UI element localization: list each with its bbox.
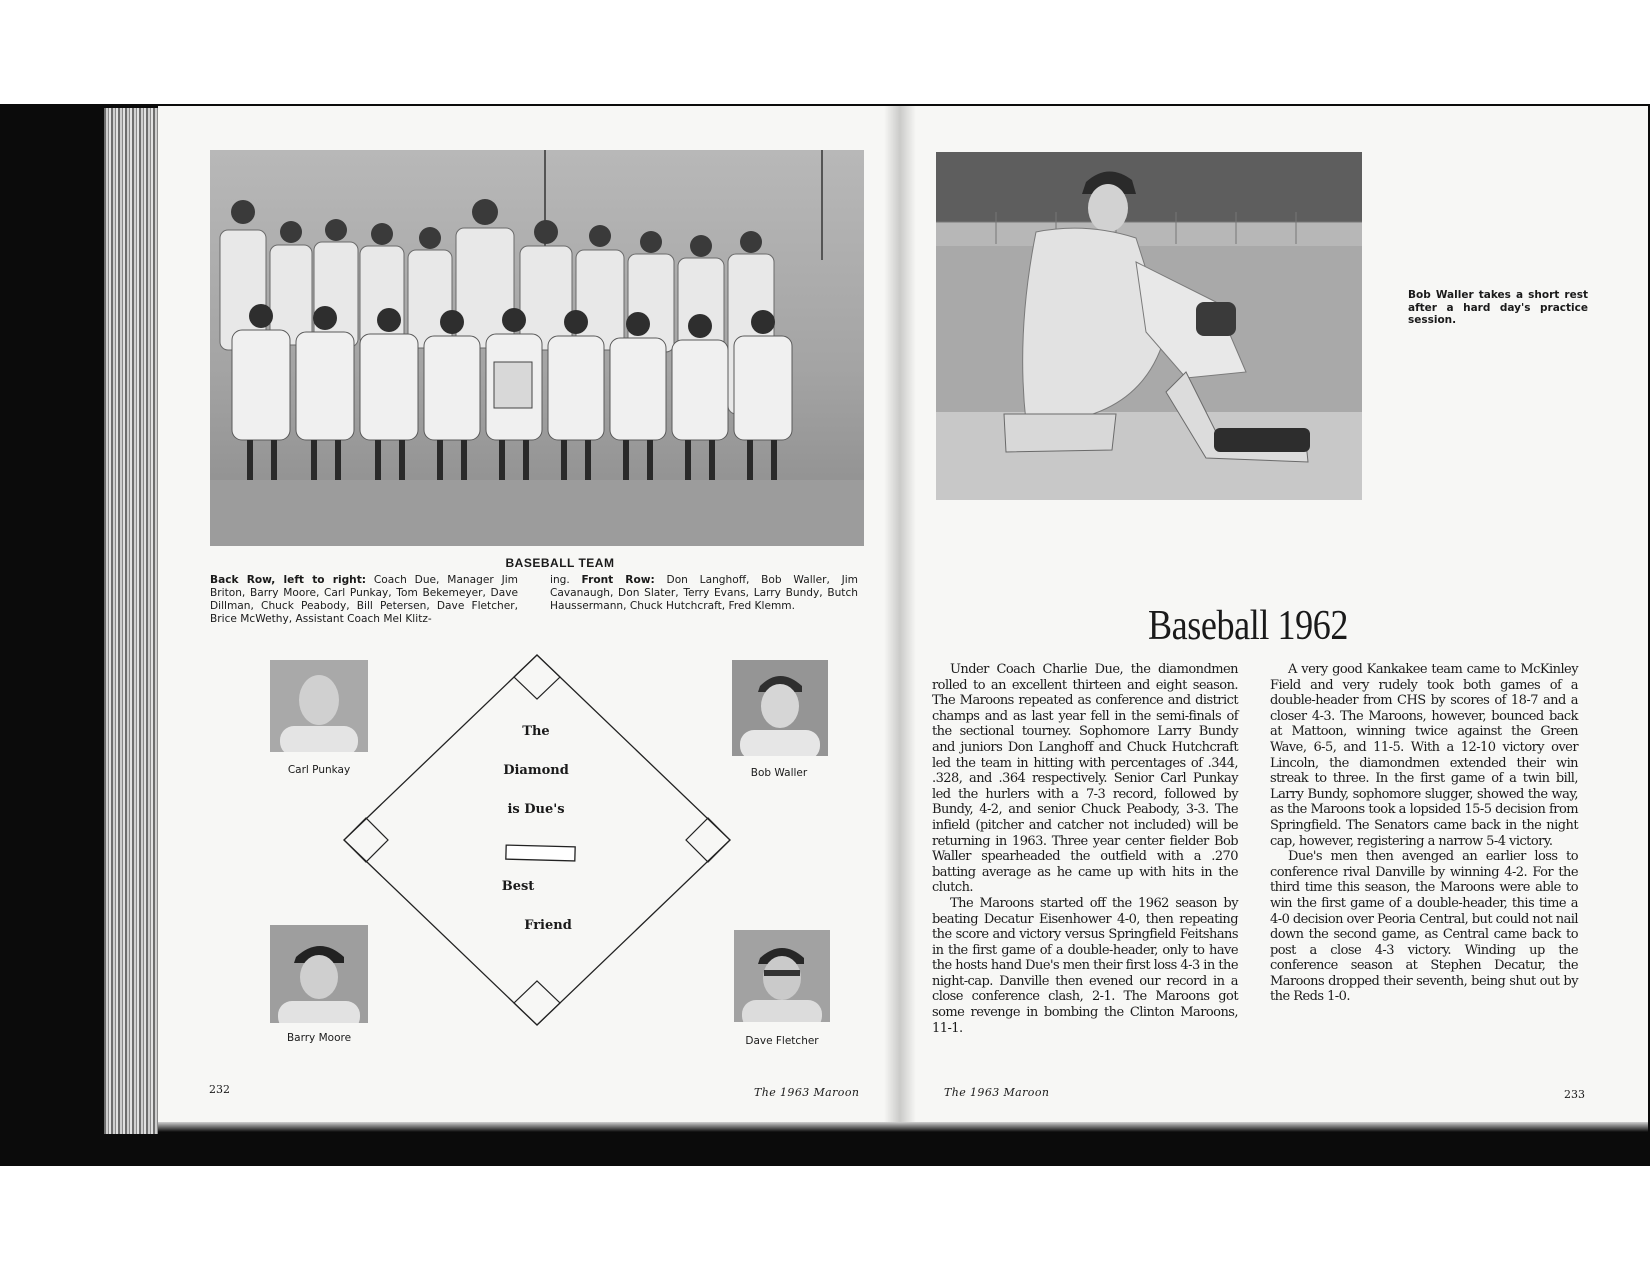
portrait-dave-fletcher-image <box>734 930 830 1022</box>
article-column-2 <box>1270 662 1578 1005</box>
pitchers-rubber <box>506 845 575 861</box>
portrait-bob-waller <box>732 660 828 756</box>
front-row-label: Front Row: <box>581 574 655 586</box>
portrait-name-barry-moore: Barry Moore <box>286 1032 352 1044</box>
right-page-number: 233 <box>1564 1088 1585 1101</box>
home-plate <box>514 981 560 1025</box>
bob-waller-photo-image <box>936 152 1362 500</box>
team-caption-title: BASEBALL TEAM <box>505 556 615 570</box>
diamond-word-the: The <box>522 724 550 739</box>
bob-waller-photo <box>936 152 1362 500</box>
team-photo-image <box>210 150 864 546</box>
back-row-names: Coach Due, Manager Jim Briton, Barry Moore, Carl Punkay, Tom Bekemeyer, Dave Dillman, Chuck Peabody, Bill Petersen, Dave Fletcher, Brice McWethy, Assistant Coach Mel Klitz- <box>210 574 518 625</box>
diamond-word-best: Best <box>501 879 535 894</box>
column-2-paragraph: A very good Kankakee team came to McKinley Field and very rudely took both games of a double-header from CHS by scores of 18-7 and a closer 4-3. The Maroons, however, bounced back at Mattoon, winning twice against the Green Wave, 6-5, and 11-5. With a 12-10 victory over Lincoln, the diamondmen extended their win streak to three. In the first game of a twin bill, Larry Bundy, sophomore slugger, showed the way, as the Maroons took a lopsided 15-5 decision from Springfield. The Senators came back in the night cap, however, registering a narrow 5-4 victory. <box>1270 662 1578 849</box>
team-caption-front-row <box>550 574 858 613</box>
column-1-paragraph: Under Coach Charlie Due, the diamondmen rolled to an excellent thirteen and eight season. The Maroons repeated as conference and district champs and as last year fell in the semi-finals of the sectional tourney. Sophomore Larry Bundy and juniors Don Langhoff and Chuck Hutchcraft led the team in hitting with percentages of .344, .328, and .364 respectively. Senior Carl Punkay led the hurlers with a 7-3 record, followed by Bundy, 4-2, and senior Chuck Peabody, 3-3. The infield (pitcher and catcher not included) will be returning in 1963. Three year center fielder Bob Waller spearheaded the outfield with a .270 batting average as he came up with hits in the clutch. <box>932 662 1238 896</box>
baseball-diamond-diagram <box>340 650 740 1030</box>
portrait-name-bob-waller: Bob Waller <box>750 767 808 779</box>
front-row-names: Don Langhoff, Bob Waller, Jim Cavanaugh, Don Slater, Terry Evans, Larry Bundy, Butch Haussermann, Chuck Hutchcraft, Fred Klemm. <box>550 574 858 612</box>
diamond-outline <box>344 655 730 1025</box>
diamond-word-is-dues: is Due's <box>507 802 565 817</box>
first-base <box>686 818 730 862</box>
article-headline: Baseball 1962 <box>1148 603 1349 649</box>
team-photo <box>210 150 864 546</box>
page-bottom-shadow <box>158 1122 1648 1132</box>
third-base <box>344 818 388 862</box>
article-column-1 <box>932 662 1238 1036</box>
book-gutter <box>884 106 916 1126</box>
left-page-footer: The 1963 Maroon <box>754 1086 860 1099</box>
page-stack-edge <box>104 108 158 1134</box>
team-caption-back-row <box>210 574 518 626</box>
portrait-name-dave-fletcher: Dave Fletcher <box>745 1035 819 1047</box>
column-1-paragraph: The Maroons started off the 1962 season by beating Decatur Eisenhower 4-0, then repeating the score and victory versus Springfield Feitshans in the first game of a double-header, only to have the hosts hand Due's men their first loss 4-3 in the night-cap. Danville then evened our record in a close conference clash, 2-1. The Maroons got some revenge in bombing the Clinton Maroons, 11-1. <box>932 895 1238 1036</box>
right-page-footer: The 1963 Maroon <box>944 1086 1050 1099</box>
back-row-tail: ing. <box>550 574 570 586</box>
left-page-number: 232 <box>209 1083 230 1096</box>
portrait-name-carl-punkay: Carl Punkay <box>287 764 351 776</box>
photo-caption: Bob Waller takes a short rest after a hard day's practice session. <box>1408 289 1588 326</box>
second-base <box>514 655 560 699</box>
diamond-word-diamond: Diamond <box>503 763 569 778</box>
portrait-bob-waller-image <box>732 660 828 756</box>
column-2-paragraph: Due's men then avenged an earlier loss to conference rival Danville by winning 4-2. For the third time this season, the Maroons were able to win the first game of a double-header, this time a 4-0 decision over Peoria Central, but could not nail down the second game, as Central came back to post a close 4-3 victory. Winding up the conference season at Stephen Decatur, the Maroons dropped their seventh, being shut out by the Reds 1-0. <box>1270 849 1578 1005</box>
diamond-word-friend: Friend <box>524 918 572 933</box>
back-row-label: Back Row, left to right: <box>210 574 367 586</box>
portrait-dave-fletcher <box>734 930 830 1022</box>
